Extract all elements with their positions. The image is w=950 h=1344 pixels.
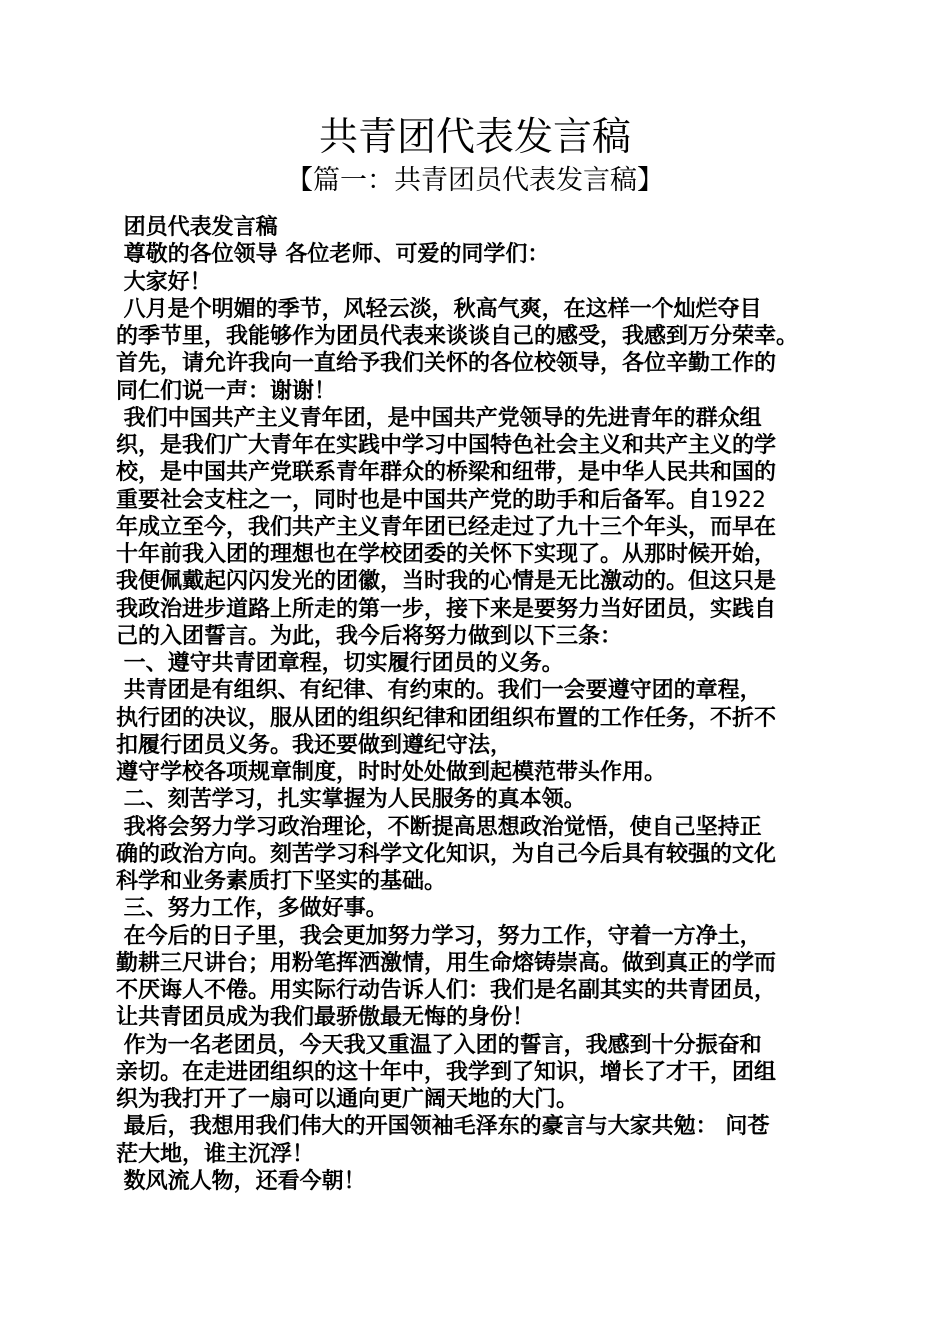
- section-heading: 二、刻苦学习，扎实掌握为人民服务的真本领。: [116, 787, 586, 813]
- document-subtitle: 【篇一：共青团员代表发言稿】: [286, 165, 664, 196]
- body-line: 在今后的日子里，我会更加努力学习，努力工作，守着一方净土，: [116, 923, 762, 949]
- body-line: 勤耕三尺讲台；用粉笔挥洒激情，用生命熔铸崇高。做到真正的学而: [116, 950, 777, 976]
- body-line: 的季节里，我能够作为团员代表来谈谈自己的感受，我感到万分荣幸。: [116, 324, 799, 349]
- body-line: 亲切。在走进团组织的这十年中，我学到了知识，增长了才干，团组: [116, 1059, 777, 1085]
- body-line: 不厌诲人不倦。用实际行动告诉人们：我们是名副其实的共青团员，: [116, 978, 777, 1003]
- body-line: 作为一名老团员，今天我又重温了入团的誓言，我感到十分振奋和: [116, 1032, 762, 1058]
- body-line: 确的政治方向。刻苦学习科学文化知识，为自己今后具有较强的文化: [116, 841, 777, 867]
- body-line: 我便佩戴起闪闪发光的团徽，当时我的心情是无比激动的。但这只是: [116, 569, 777, 595]
- body-line: 数风流人物，还看今朝！: [116, 1168, 366, 1194]
- section-heading: 一、遵守共青团章程，切实履行团员的义务。: [116, 651, 564, 676]
- body-line: 年成立至今，我们共产主义青年团已经走过了九十三个年头，而早在: [116, 514, 777, 540]
- body-line: 团员代表发言稿: [116, 215, 278, 240]
- body-line: 遵守学校各项规章制度，时时处处做到起模范带头作用。: [116, 760, 667, 785]
- body-line: 科学和业务素质打下坚实的基础。: [116, 869, 447, 894]
- body-line: 十年前我入团的理想也在学校团委的关怀下实现了。从那时候开始，: [116, 542, 777, 567]
- body-line: 织为我打开了一扇可以通向更广阔天地的大门。: [116, 1087, 579, 1112]
- speech-body: [116, 214, 846, 1195]
- body-line: 八月是个明媚的季节，风轻云淡，秋高气爽，在这样一个灿烂夺目: [116, 296, 762, 322]
- body-line: 茫大地，谁主沉浮！: [116, 1141, 315, 1167]
- body-line: 首先，请允许我向一直给予我们关怀的各位校领导，各位辛勤工作的: [116, 351, 777, 377]
- body-line: 共青团是有组织、有纪律、有约束的。我们一会要遵守团的章程，: [116, 678, 762, 704]
- body-line: 织，是我们广大青年在实践中学习中国特色社会主义和共产主义的学: [116, 433, 777, 458]
- body-line: 最后，我想用我们伟大的开国领袖毛泽东的豪言与大家共勉： 问苍: [116, 1114, 770, 1140]
- body-line: 我政治进步道路上所走的第一步，接下来是要努力当好团员，实践自: [116, 596, 777, 622]
- section-heading: 三、努力工作，多做好事。: [116, 896, 388, 922]
- document-title: 共青团代表发言稿: [318, 115, 631, 160]
- body-line: 扣履行团员义务。我还要做到遵纪守法，: [116, 732, 513, 758]
- body-line-with-year: [116, 487, 846, 514]
- body-line: 大家好！: [116, 269, 212, 295]
- body-line: 尊敬的各位领导 各位老师、可爱的同学们：: [116, 242, 550, 268]
- body-line-text: 重要社会支柱之一，同时也是中国共产党的助手和后备军。自: [116, 487, 711, 513]
- body-line: 同仁们说一声：谢谢！: [116, 378, 337, 404]
- body-line: 让共青团员成为我们最骄傲最无悔的身份！: [116, 1005, 535, 1031]
- body-line: 校，是中国共产党联系青年群众的桥梁和纽带，是中华人民共和国的: [116, 460, 777, 486]
- body-line: 我们中国共产主义青年团，是中国共产党领导的先进青年的群众组: [116, 405, 762, 431]
- body-line: 己的入团誓言。为此，我今后将努力做到以下三条：: [116, 623, 623, 649]
- body-line: 执行团的决议，服从团的组织纪律和团组织布置的工作任务，不折不: [116, 705, 777, 731]
- year-number: 1922: [710, 487, 767, 513]
- body-line: 我将会努力学习政治理论，不断提高思想政治觉悟，使自己坚持正: [116, 814, 762, 840]
